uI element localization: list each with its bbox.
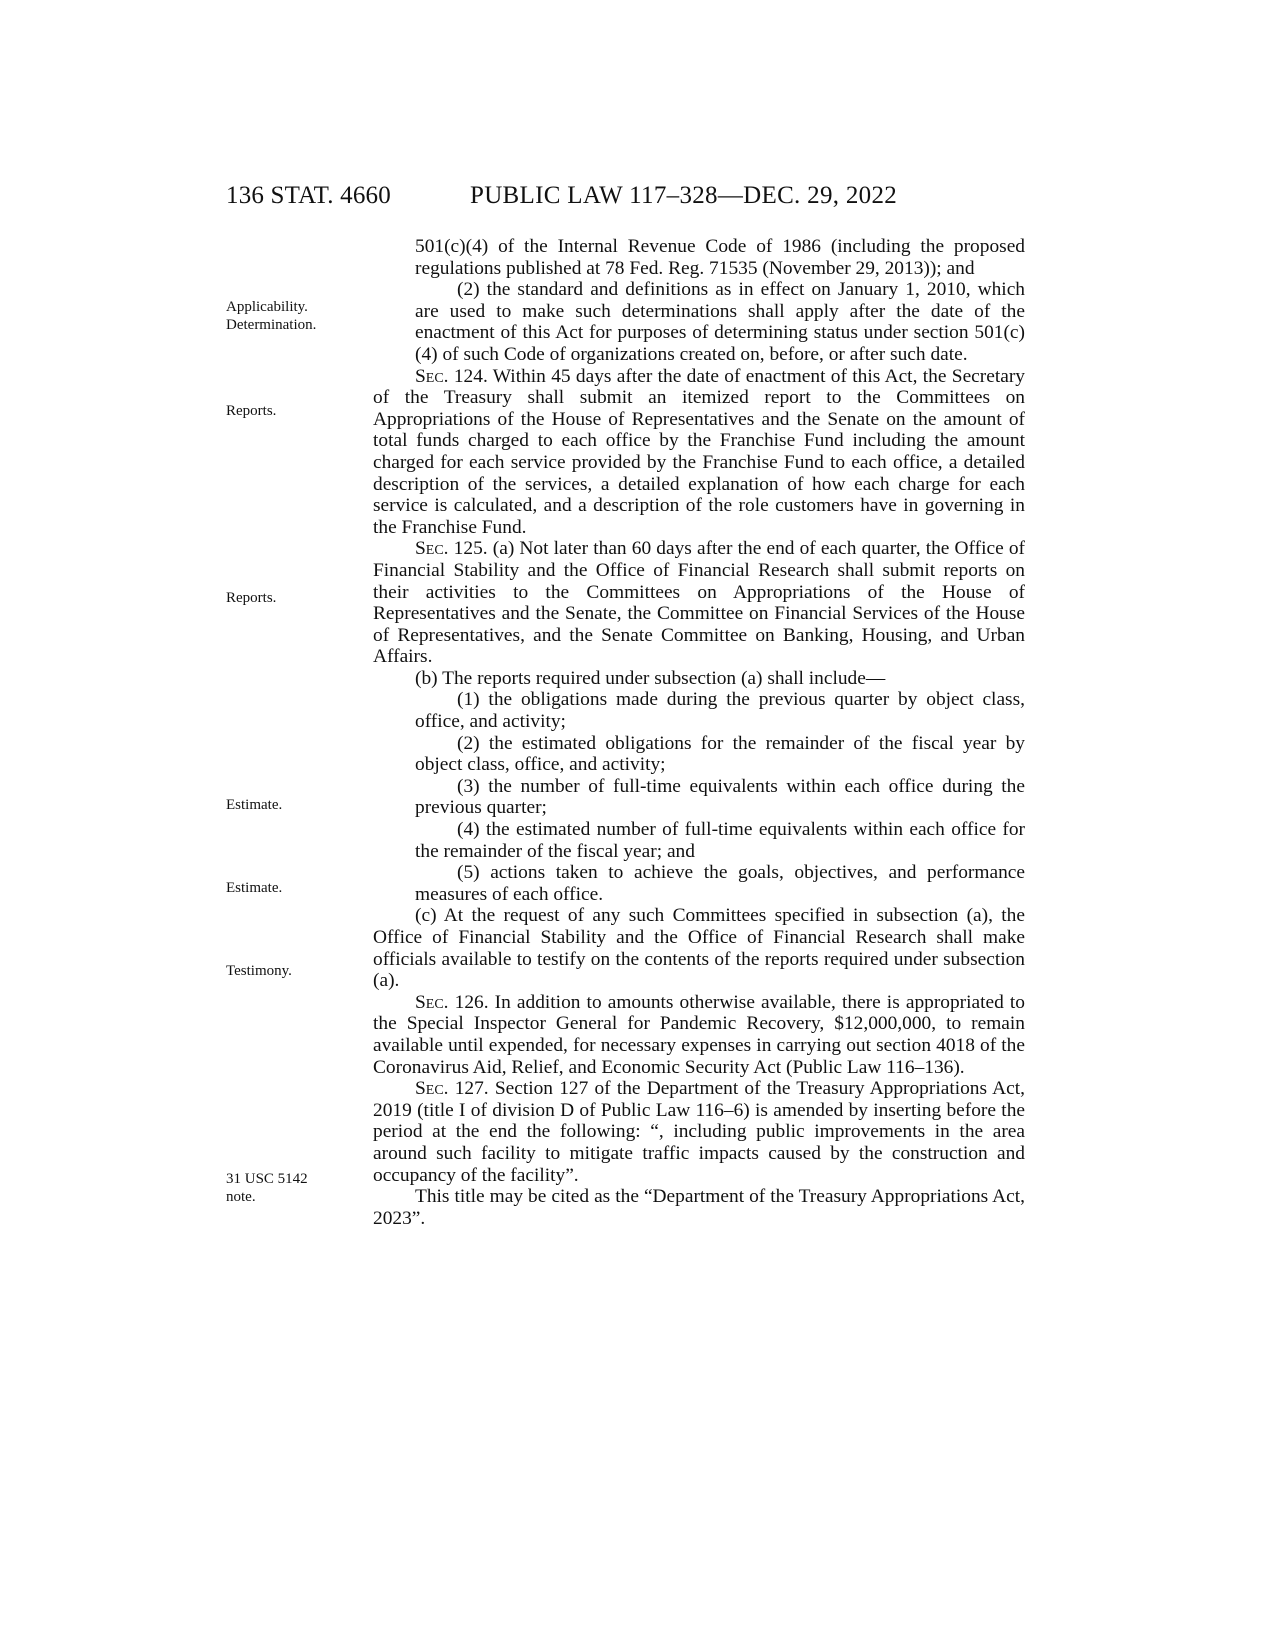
section-125-text: 125. (a) Not later than 60 days after the end of each quarter, the Office of Financial Stability and the Office of Financial Research shall submit reports on their activities to the Committees on Appropriations of the House of Representatives and the Senate, the Committee on Financial Services of the House of Representatives, and the Senate Committee on Banking, Housing, and Urban Affairs. <box>373 538 1025 668</box>
section-label: Sec. <box>415 1078 449 1100</box>
section-125 <box>373 538 1025 668</box>
list-item-2: (2) the estimated obligations for the remainder of the fiscal year by object class, office, and activity; <box>415 732 1025 776</box>
section-label: Sec. <box>415 365 449 387</box>
margin-note-reports-1: Reports. <box>226 403 277 419</box>
list-item-5: (5) actions taken to achieve the goals, objectives, and performance measures of each office. <box>415 862 1025 905</box>
page-reference: 136 STAT. 4660 <box>226 182 391 209</box>
section-125-subsection-c: (c) At the request of any such Committees specified in subsection (a), the Office of Financial Stability and the Office of Financial Research shall make officials available to testify on the contents of the reports required under subsection (a). <box>373 905 1025 992</box>
section-127 <box>373 1078 1025 1186</box>
section-125-subsection-b: (b) The reports required under subsection (a) shall include— <box>415 667 886 689</box>
short-title-citation: This title may be cited as the “Department of the Treasury Appropriations Act, 2023”. <box>373 1186 1025 1229</box>
section-126 <box>373 992 1025 1078</box>
section-127-text: 127. Section 127 of the Department of the Treasury Appropriations Act, 2019 (title I of division D of Public Law 116–6) is amended by inserting before the period at the end the following: “, including public improvements in the area around such facility to mitigate traffic impacts caused by the construction and occupancy of the facility”. <box>373 1078 1025 1186</box>
margin-note-testimony: Testimony. <box>226 963 292 979</box>
margin-note-determination: Determination. <box>226 317 317 333</box>
paragraph-continuation: 501(c)(4) of the Internal Revenue Code of 1986 (including the proposed regulations published at 78 Fed. Reg. 71535 (November 29, 2013)); and <box>415 236 1025 279</box>
section-124-text: 124. Within 45 days after the date of enactment of this Act, the Secretary of the Treasury shall submit an itemized report to the Committees on Appropriations of the House of Representatives and the Senate on the amount of total funds charged to each office by the Franchise Fund including the amount charged for each service provided by the Franchise Fund to each office, a detailed description of the services, a detailed explanation of how each charge for each service is calculated, and a description of the role customers have in governing in the Franchise Fund. <box>373 365 1025 538</box>
section-label: Sec. <box>415 991 449 1013</box>
section-126-text: 126. In addition to amounts otherwise available, there is appropriated to the Special Inspector General for Pandemic Recovery, $12,000,000, to remain available until expended, for necessary expenses in carrying out section 4018 of the Coronavirus Aid, Relief, and Economic Security Act (Public Law 116–136). <box>373 991 1025 1078</box>
margin-note-estimate-2: Estimate. <box>226 880 283 896</box>
section-124 <box>373 366 1025 539</box>
running-head-title: PUBLIC LAW 117–328—DEC. 29, 2022 <box>470 182 898 209</box>
statute-body <box>373 236 1025 1229</box>
margin-note-estimate-1: Estimate. <box>226 797 283 813</box>
section-label: Sec. <box>415 538 449 560</box>
list-item-1: (1) the obligations made during the previous quarter by object class, office, and activity; <box>415 689 1025 733</box>
margin-note-usc-citation: 31 USC 5142 <box>226 1171 308 1187</box>
margin-note-usc-note: note. <box>226 1189 256 1205</box>
margin-note-applicability: Applicability. <box>226 299 308 315</box>
list-item-3: (3) the number of full-time equivalents within each office during the previous quarter; <box>415 775 1025 819</box>
list-item-4: (4) the estimated number of full-time equivalents within each office for the remainder of the fiscal year; and <box>415 819 1025 862</box>
paragraph-item-2-standard: (2) the standard and definitions as in effect on January 1, 2010, which are used to make such determinations shall apply after the date of the enactment of this Act for purposes of determining status under section 501(c)(4) of such Code of organizations created on, before, or after such date. <box>415 279 1025 365</box>
margin-note-reports-2: Reports. <box>226 590 277 606</box>
